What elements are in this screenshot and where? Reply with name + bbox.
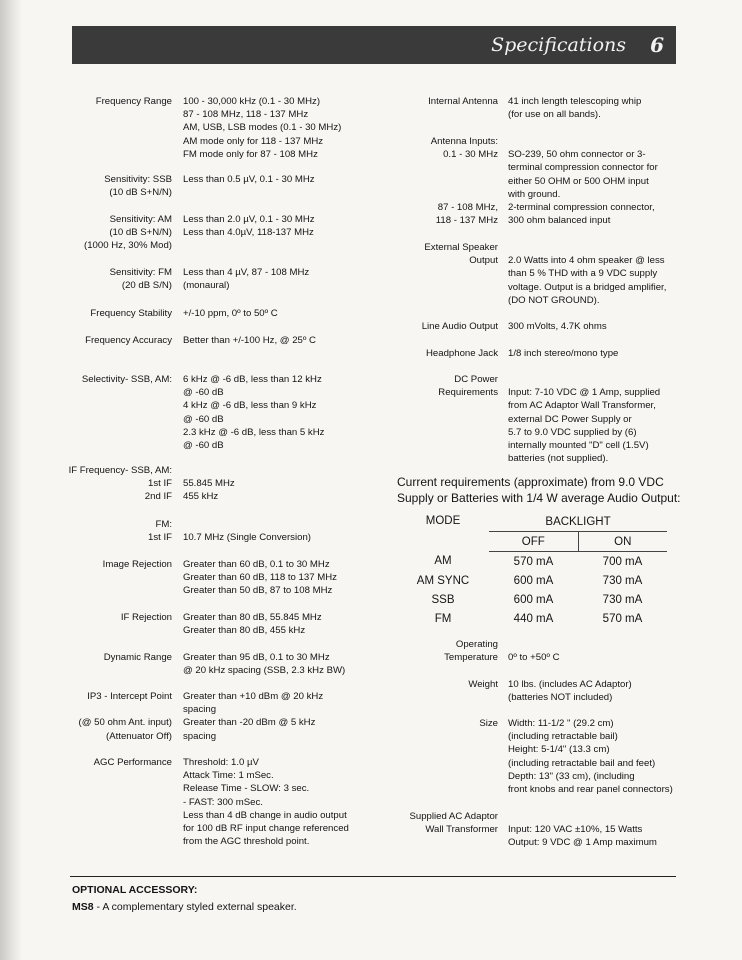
on-cell: 570 mA <box>602 612 643 625</box>
text-line: Operating <box>455 639 498 650</box>
text-line: @ -60 dB <box>183 387 224 399</box>
text-line: (monaural) <box>183 280 230 292</box>
spec-value <box>183 464 235 504</box>
text-line <box>508 373 660 386</box>
text-line: (including retractable bail) <box>508 731 618 743</box>
spec-label <box>380 201 498 227</box>
text-line: Width: 11-1/2 " (29.2 cm) <box>508 718 614 729</box>
text-line: 1st IF <box>148 478 172 490</box>
text-line: 118 - 137 MHz <box>435 215 498 227</box>
text-line: 4 kHz @ -6 dB, less than 9 kHz <box>183 400 317 412</box>
text-line: Wall Transformer <box>425 824 498 836</box>
spec-label <box>40 611 172 624</box>
text-line: 41 inch length telescoping whip <box>508 96 642 107</box>
text-line: IF Frequency- SSB, AM: <box>68 465 172 476</box>
text-line: Size <box>479 718 498 729</box>
text-line: @ -60 dB <box>183 413 224 425</box>
text-line <box>508 638 560 651</box>
text-line: Requirements <box>438 387 498 399</box>
text-line: Greater than 80 dB, 55.845 MHz <box>183 612 322 623</box>
text-line: Antenna Inputs: <box>430 136 498 147</box>
spec-label <box>40 307 172 320</box>
spec-label <box>40 373 172 386</box>
text-line: Sensitivity: FM <box>109 267 172 278</box>
spec-label <box>40 334 172 347</box>
text-line: for 100 dB RF input change referenced <box>183 823 349 835</box>
spec-label <box>380 638 498 664</box>
text-line: IP3 - Intercept Point <box>87 691 172 702</box>
mode-cell: AM <box>434 555 452 568</box>
spec-value <box>183 213 315 239</box>
spec-value <box>183 373 324 452</box>
text-line: Attack Time: 1 mSec. <box>183 770 274 782</box>
optional-accessory-item <box>72 901 297 913</box>
accessory-code: MS8 <box>72 901 94 913</box>
spec-label <box>40 518 172 544</box>
spec-value <box>508 320 607 333</box>
text-line <box>183 464 235 477</box>
spec-label <box>380 347 498 360</box>
spec-label <box>40 173 172 199</box>
text-line: +/-10 ppm, 0º to 50º C <box>183 308 278 319</box>
text-line: Temperature <box>444 652 498 664</box>
text-line: Input: 7-10 VDC @ 1 Amp, supplied <box>508 387 661 399</box>
text-line: (@ 50 ohm Ant. input) <box>78 717 172 729</box>
spec-value <box>183 651 345 677</box>
spec-value <box>183 95 341 161</box>
spec-value <box>508 347 618 360</box>
text-line: Depth: 13" (33 cm), (including <box>508 770 635 782</box>
spec-value <box>508 678 632 704</box>
text-line: Greater than 60 dB, 0.1 to 30 MHz <box>183 559 330 570</box>
spec-value <box>508 638 560 664</box>
text-line: AM, USB, LSB modes (0.1 - 30 MHz) <box>183 122 342 134</box>
spec-label <box>40 464 172 504</box>
spec-value <box>508 241 666 307</box>
text-line: (including retractable bail and feet) <box>508 757 656 769</box>
text-line: FM: <box>155 519 172 530</box>
text-line: terminal compression connector for <box>508 162 658 174</box>
text-line: (Attenuator Off) <box>106 730 172 742</box>
spec-label <box>40 651 172 664</box>
off-cell: 440 mA <box>513 612 554 625</box>
text-line: from AC Adaptor Wall Transformer, <box>508 400 656 412</box>
text-line: 6 kHz @ -6 dB, less than 12 kHz <box>183 374 322 385</box>
spec-value <box>508 95 641 121</box>
text-line: (10 dB S+N/N) <box>109 227 172 239</box>
table-row <box>397 571 667 590</box>
text-line: FM mode only for 87 - 108 MHz <box>183 148 318 160</box>
text-line: AGC Performance <box>93 757 172 768</box>
text-line: DC Power <box>454 374 498 385</box>
text-line: (1000 Hz, 30% Mod) <box>84 240 172 252</box>
heading-line: Current requirements (approximate) from 9.0 VDC <box>397 475 664 489</box>
spec-value <box>183 266 309 292</box>
spec-label <box>40 756 172 769</box>
spec-label <box>380 810 498 836</box>
text-line: Less than 4.0µV, 118-137 MHz <box>183 227 314 239</box>
text-line: Greater than 60 dB, 118 to 137 MHz <box>183 572 337 584</box>
text-line: Dynamic Range <box>103 652 172 663</box>
text-line: spacing <box>183 704 217 716</box>
text-line: SO-239, 50 ohm connector or 3- <box>508 149 646 161</box>
text-line: (batteries NOT included) <box>508 692 613 704</box>
text-line: 10.7 MHz (Single Conversion) <box>183 532 311 544</box>
off-cell: 570 mA <box>513 555 554 568</box>
text-line: Threshold: 1.0 µV <box>183 757 259 768</box>
page-title: Specifications <box>491 34 626 56</box>
text-line: @ -60 dB <box>183 440 224 452</box>
text-line: 2nd IF <box>144 491 172 503</box>
text-line: voltage. Output is a bridged amplifier, <box>508 281 667 293</box>
table-row <box>397 609 667 628</box>
text-line: Greater than -20 dBm @ 5 kHz <box>183 717 316 729</box>
spec-value <box>508 373 660 465</box>
text-line: Greater than 95 dB, 0.1 to 30 MHz <box>183 652 330 663</box>
text-line: Output <box>469 255 498 267</box>
text-line: Image Rejection <box>102 559 172 570</box>
text-line: Release Time - SLOW: 3 sec. <box>183 783 310 795</box>
current-requirements-table <box>397 512 667 628</box>
text-line <box>508 810 657 823</box>
spec-label <box>380 320 498 333</box>
text-line: Output: 9 VDC @ 1 Amp maximum <box>508 837 657 849</box>
text-line: (DO NOT GROUND). <box>508 294 600 306</box>
text-line <box>40 703 172 716</box>
text-line: Selectivity- SSB, AM: <box>81 374 172 385</box>
text-line: with ground. <box>508 188 561 200</box>
text-line: - FAST: 300 mSec. <box>183 796 263 808</box>
text-line: Better than +/-100 Hz, @ 25º C <box>183 335 316 346</box>
text-line: IF Rejection <box>120 612 172 623</box>
text-line: 55.845 MHz <box>183 478 235 490</box>
spec-label <box>40 266 172 292</box>
text-line <box>183 518 311 531</box>
spec-label <box>380 717 498 730</box>
text-line: 2-terminal compression connector, <box>508 202 655 213</box>
col-off-header: OFF <box>489 532 578 552</box>
text-line: 10 lbs. (includes AC Adaptor) <box>508 679 632 690</box>
col-mode-header: MODE <box>425 515 461 527</box>
spec-label <box>380 373 498 399</box>
spec-value <box>508 135 658 201</box>
text-line: AM mode only for 118 - 137 MHz <box>183 135 324 147</box>
text-line: internally mounted "D" cell (1.5V) <box>508 440 649 452</box>
text-line: External Speaker <box>424 242 498 253</box>
spec-value <box>183 756 349 848</box>
text-line: 1st IF <box>148 532 172 544</box>
text-line: Input: 120 VAC ±10%, 15 Watts <box>508 824 643 836</box>
on-cell: 730 mA <box>602 574 643 587</box>
text-line: Frequency Range <box>95 96 172 107</box>
text-line: Line Audio Output <box>421 321 498 332</box>
text-line: Supplied AC Adaptor <box>409 811 498 822</box>
spec-value <box>508 717 673 796</box>
on-cell: 700 mA <box>602 555 643 568</box>
spec-label <box>380 678 498 691</box>
spec-label <box>40 558 172 571</box>
mode-cell: AM SYNC <box>416 574 470 587</box>
spec-value <box>183 518 311 544</box>
text-line: 2.0 Watts into 4 ohm speaker @ less <box>508 255 665 267</box>
text-line: 5.7 to 9.0 VDC supplied by (6) <box>508 426 637 438</box>
text-line: Sensitivity: SSB <box>104 174 172 185</box>
text-line: 0.1 - 30 MHz <box>443 149 498 161</box>
text-line: Internal Antenna <box>428 96 498 107</box>
text-line <box>508 135 658 148</box>
col-on-header: ON <box>578 532 667 552</box>
text-line: external DC Power Supply or <box>508 413 632 425</box>
text-line: either 50 OHM or 500 OHM input <box>508 175 649 187</box>
text-line: Greater than +10 dBm @ 20 kHz <box>183 691 324 702</box>
text-line: batteries (not supplied). <box>508 453 609 465</box>
text-line: than 5 % THD with a 9 VDC supply <box>508 268 658 280</box>
spec-label <box>380 135 498 161</box>
text-line: Weight <box>468 679 498 690</box>
spec-label <box>380 95 498 108</box>
text-line: Headphone Jack <box>425 348 498 359</box>
text-line: (20 dB S/N) <box>121 280 172 292</box>
text-line: 87 - 108 MHz, 118 - 137 MHz <box>183 109 309 121</box>
table-row <box>397 590 667 609</box>
text-line: spacing <box>183 730 217 742</box>
mode-cell: SSB <box>431 593 455 606</box>
off-cell: 600 mA <box>513 574 554 587</box>
on-cell: 730 mA <box>602 593 643 606</box>
text-line: 100 - 30,000 kHz (0.1 - 30 MHz) <box>183 96 321 107</box>
current-requirements-heading <box>397 474 681 506</box>
text-line: 300 ohm balanced input <box>508 215 611 227</box>
text-line: @ 20 kHz spacing (SSB, 2.3 kHz BW) <box>183 665 346 677</box>
page-number: 6 <box>650 33 664 57</box>
text-line: Height: 5-1/4" (13.3 cm) <box>508 744 610 756</box>
text-line: (for use on all bands). <box>508 109 601 121</box>
page-edge-shadow <box>0 0 22 960</box>
text-line: (10 dB S+N/N) <box>109 187 172 199</box>
spec-value <box>508 810 657 850</box>
text-line: 87 - 108 MHz, <box>437 202 498 213</box>
spec-value <box>183 690 323 743</box>
spec-value <box>183 611 322 637</box>
footer-divider <box>70 876 676 877</box>
text-line: Greater than 80 dB, 455 kHz <box>183 625 306 637</box>
text-line: 2.3 kHz @ -6 dB, less than 5 kHz <box>183 426 325 438</box>
spec-value <box>183 307 278 320</box>
text-line: Frequency Stability <box>90 308 172 319</box>
text-line: front knobs and rear panel connectors) <box>508 784 673 796</box>
header-bar <box>72 26 676 64</box>
text-line: Less than 4 µV, 87 - 108 MHz <box>183 267 310 278</box>
text-line: Sensitivity: AM <box>109 214 172 225</box>
spec-value <box>183 173 315 186</box>
text-line: Frequency Accuracy <box>85 335 172 346</box>
table-row <box>397 552 667 572</box>
spec-label <box>40 95 172 108</box>
spec-value <box>508 201 655 227</box>
text-line: Less than 0.5 µV, 0.1 - 30 MHz <box>183 174 315 185</box>
spec-value <box>183 334 316 347</box>
spec-label <box>380 241 498 267</box>
text-line: 1/8 inch stereo/mono type <box>508 348 619 359</box>
spec-label <box>40 690 172 743</box>
text-line <box>508 241 666 254</box>
text-line: Less than 4 dB change in audio output <box>183 809 347 821</box>
text-line: Greater than 50 dB, 87 to 108 MHz <box>183 585 333 597</box>
text-line: Less than 2.0 µV, 0.1 - 30 MHz <box>183 214 315 225</box>
spec-value <box>183 558 337 598</box>
off-cell: 600 mA <box>513 593 554 606</box>
text-line: 300 mVolts, 4.7K ohms <box>508 321 607 332</box>
col-backlight-header: BACKLIGHT <box>489 512 667 532</box>
text-line: 0º to +50º C <box>508 652 560 664</box>
accessory-description: - A complementary styled external speaker. <box>93 901 297 913</box>
text-line: 455 kHz <box>183 491 219 503</box>
text-line: from the AGC threshold point. <box>183 836 310 848</box>
optional-accessory-title: OPTIONAL ACCESSORY: <box>72 884 198 896</box>
mode-cell: FM <box>434 612 452 625</box>
spec-label <box>40 213 172 253</box>
heading-line: Supply or Batteries with 1/4 W average Audio Output: <box>397 491 681 505</box>
